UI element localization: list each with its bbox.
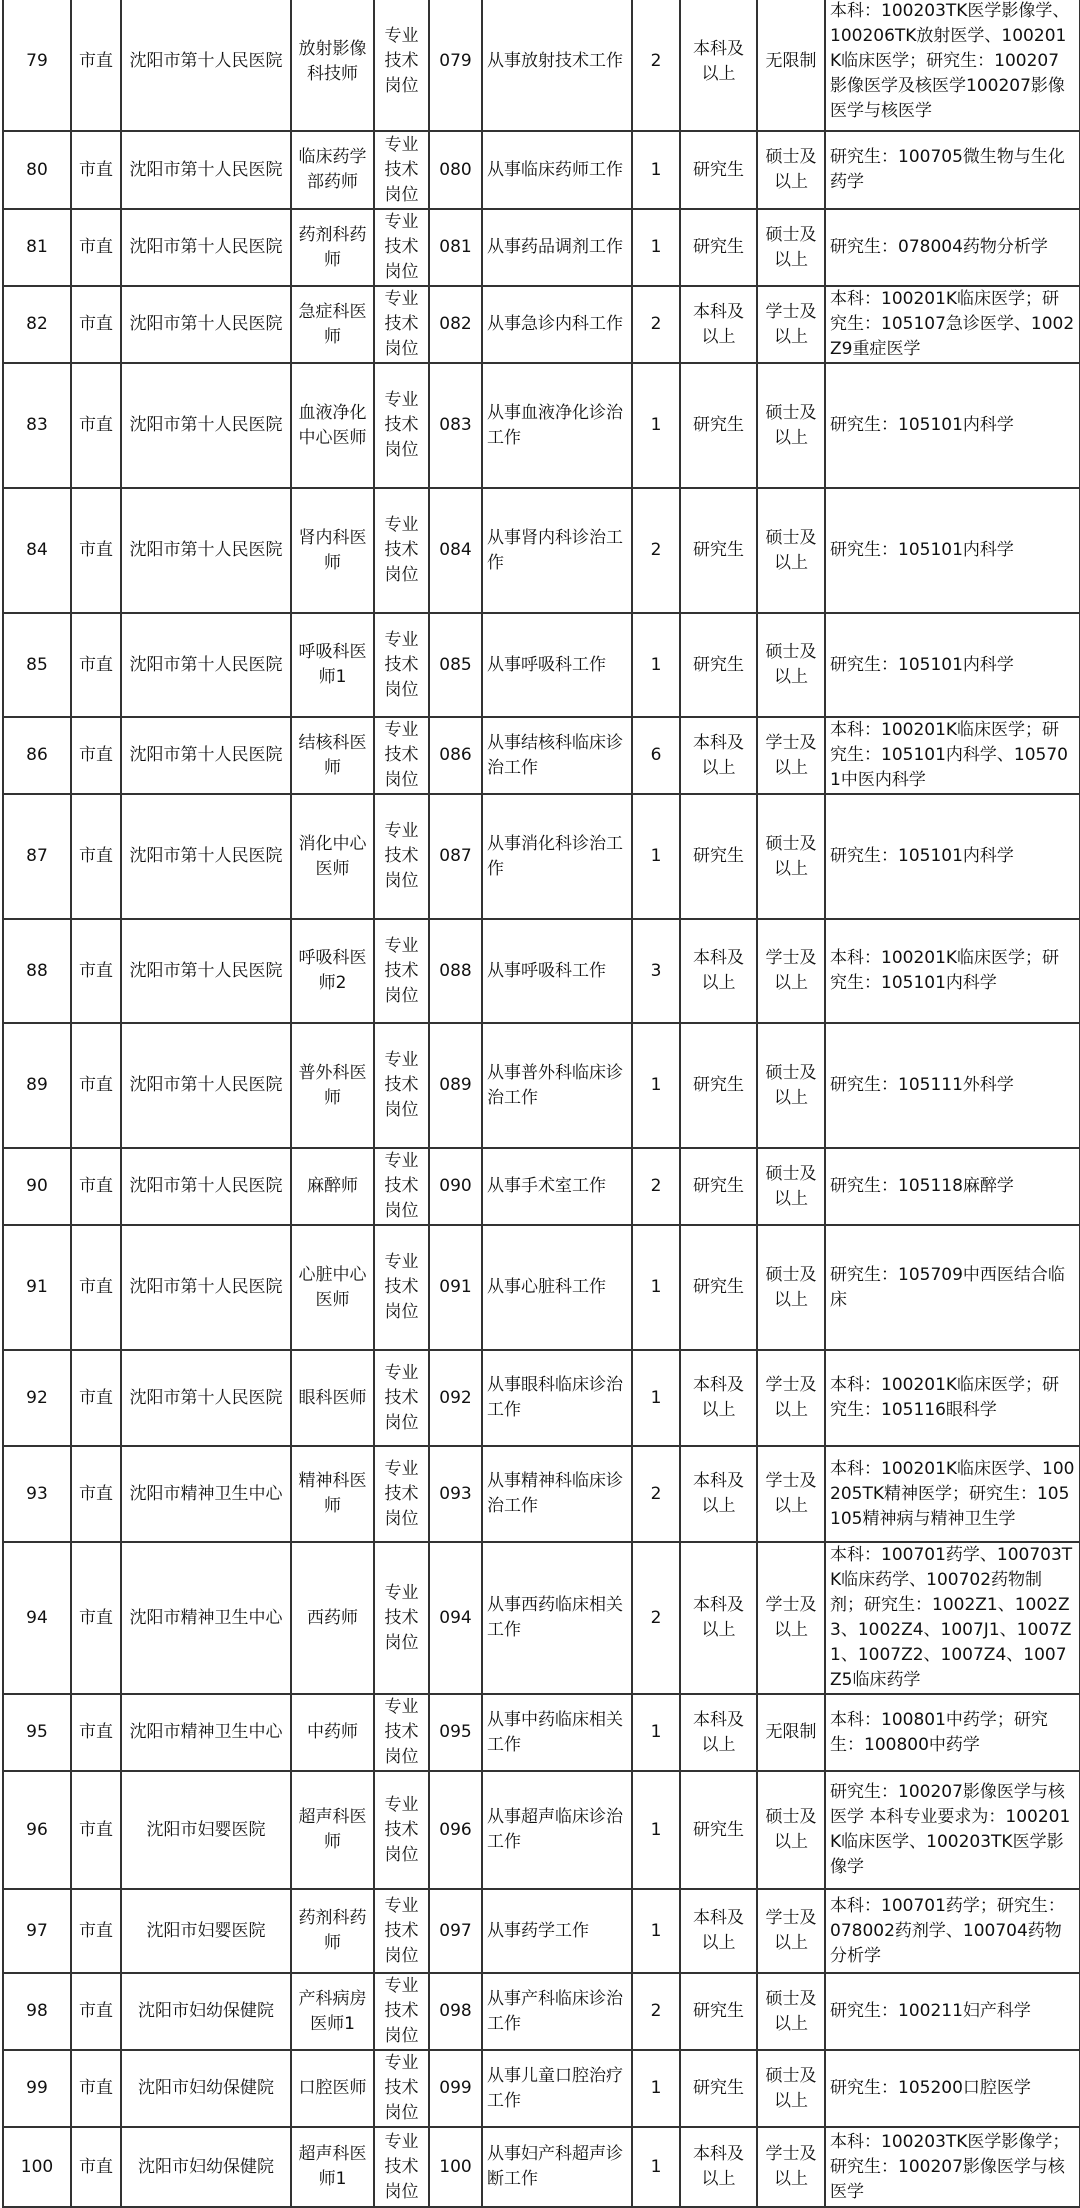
cell-post-code: 087 bbox=[429, 794, 482, 919]
cell-employer: 沈阳市第十人民医院 bbox=[121, 1023, 291, 1148]
cell-education: 研究生 bbox=[680, 794, 757, 919]
cell-seq-number: 82 bbox=[3, 286, 71, 363]
cell-education: 本科及以上 bbox=[680, 1694, 757, 1771]
cell-headcount: 1 bbox=[632, 2050, 680, 2127]
cell-post-code: 082 bbox=[429, 286, 482, 363]
cell-description: 从事血液净化诊治工作 bbox=[482, 363, 632, 488]
cell-level: 市直 bbox=[71, 286, 121, 363]
cell-headcount: 2 bbox=[632, 1542, 680, 1694]
cell-education: 研究生 bbox=[680, 1973, 757, 2050]
cell-post-name: 超声科医师1 bbox=[291, 2127, 374, 2207]
cell-degree: 硕士及以上 bbox=[757, 1148, 825, 1225]
cell-degree: 硕士及以上 bbox=[757, 1225, 825, 1350]
cell-major: 本科：100201K临床医学；研究生：105116眼科学 bbox=[825, 1350, 1080, 1446]
table-row bbox=[3, 1973, 1080, 2050]
cell-level: 市直 bbox=[71, 1023, 121, 1148]
cell-major: 本科：100203TK医学影像学；研究生：100207影像医学与核医学 bbox=[825, 2127, 1080, 2207]
cell-degree: 硕士及以上 bbox=[757, 363, 825, 488]
cell-major: 研究生：105101内科学 bbox=[825, 613, 1080, 717]
cell-education: 研究生 bbox=[680, 363, 757, 488]
cell-level: 市直 bbox=[71, 794, 121, 919]
cell-level: 市直 bbox=[71, 1148, 121, 1225]
cell-major: 研究生：105118麻醉学 bbox=[825, 1148, 1080, 1225]
cell-description: 从事精神科临床诊治工作 bbox=[482, 1446, 632, 1542]
cell-employer: 沈阳市妇幼保健院 bbox=[121, 1973, 291, 2050]
cell-employer: 沈阳市第十人民医院 bbox=[121, 488, 291, 613]
cell-description: 从事肾内科诊治工作 bbox=[482, 488, 632, 613]
cell-post-code: 080 bbox=[429, 131, 482, 209]
cell-degree: 硕士及以上 bbox=[757, 794, 825, 919]
cell-post-code: 090 bbox=[429, 1148, 482, 1225]
cell-description: 从事结核科临床诊治工作 bbox=[482, 717, 632, 794]
cell-post-name: 放射影像科技师 bbox=[291, 0, 374, 131]
cell-seq-number: 79 bbox=[3, 0, 71, 131]
table-row bbox=[3, 1771, 1080, 1889]
cell-post-name: 消化中心医师 bbox=[291, 794, 374, 919]
cell-degree: 硕士及以上 bbox=[757, 209, 825, 286]
cell-description: 从事放射技术工作 bbox=[482, 0, 632, 131]
cell-post-type: 专业技术岗位 bbox=[374, 717, 429, 794]
table-row bbox=[3, 1694, 1080, 1771]
cell-post-type: 专业技术岗位 bbox=[374, 131, 429, 209]
cell-seq-number: 98 bbox=[3, 1973, 71, 2050]
cell-education: 研究生 bbox=[680, 209, 757, 286]
cell-description: 从事药学工作 bbox=[482, 1889, 632, 1973]
cell-major: 研究生：105101内科学 bbox=[825, 363, 1080, 488]
cell-seq-number: 91 bbox=[3, 1225, 71, 1350]
cell-post-type: 专业技术岗位 bbox=[374, 1889, 429, 1973]
cell-degree: 学士及以上 bbox=[757, 2127, 825, 2207]
cell-employer: 沈阳市第十人民医院 bbox=[121, 131, 291, 209]
cell-level: 市直 bbox=[71, 1350, 121, 1446]
cell-seq-number: 95 bbox=[3, 1694, 71, 1771]
cell-degree: 硕士及以上 bbox=[757, 488, 825, 613]
cell-headcount: 2 bbox=[632, 488, 680, 613]
cell-level: 市直 bbox=[71, 2050, 121, 2127]
cell-headcount: 6 bbox=[632, 717, 680, 794]
cell-employer: 沈阳市第十人民医院 bbox=[121, 794, 291, 919]
cell-major: 本科：100801中药学；研究生：100800中药学 bbox=[825, 1694, 1080, 1771]
cell-degree: 学士及以上 bbox=[757, 1350, 825, 1446]
cell-description: 从事急诊内科工作 bbox=[482, 286, 632, 363]
cell-headcount: 1 bbox=[632, 1023, 680, 1148]
cell-description: 从事普外科临床诊治工作 bbox=[482, 1023, 632, 1148]
cell-employer: 沈阳市妇婴医院 bbox=[121, 1889, 291, 1973]
cell-post-code: 083 bbox=[429, 363, 482, 488]
cell-employer: 沈阳市第十人民医院 bbox=[121, 286, 291, 363]
cell-post-code: 085 bbox=[429, 613, 482, 717]
cell-level: 市直 bbox=[71, 2127, 121, 2207]
cell-post-type: 专业技术岗位 bbox=[374, 1973, 429, 2050]
cell-headcount: 1 bbox=[632, 131, 680, 209]
cell-post-type: 专业技术岗位 bbox=[374, 1023, 429, 1148]
table-row bbox=[3, 613, 1080, 717]
cell-level: 市直 bbox=[71, 613, 121, 717]
cell-description: 从事呼吸科工作 bbox=[482, 613, 632, 717]
cell-post-type: 专业技术岗位 bbox=[374, 1225, 429, 1350]
cell-education: 本科及以上 bbox=[680, 2127, 757, 2207]
cell-headcount: 2 bbox=[632, 1973, 680, 2050]
cell-employer: 沈阳市第十人民医院 bbox=[121, 1148, 291, 1225]
cell-education: 本科及以上 bbox=[680, 717, 757, 794]
cell-post-type: 专业技术岗位 bbox=[374, 0, 429, 131]
cell-degree: 学士及以上 bbox=[757, 1889, 825, 1973]
cell-education: 研究生 bbox=[680, 613, 757, 717]
cell-post-type: 专业技术岗位 bbox=[374, 1446, 429, 1542]
cell-description: 从事超声临床诊治工作 bbox=[482, 1771, 632, 1889]
cell-seq-number: 80 bbox=[3, 131, 71, 209]
cell-degree: 学士及以上 bbox=[757, 286, 825, 363]
cell-post-type: 专业技术岗位 bbox=[374, 1542, 429, 1694]
cell-education: 研究生 bbox=[680, 1225, 757, 1350]
cell-headcount: 1 bbox=[632, 1889, 680, 1973]
cell-degree: 学士及以上 bbox=[757, 1446, 825, 1542]
cell-employer: 沈阳市第十人民医院 bbox=[121, 613, 291, 717]
cell-degree: 硕士及以上 bbox=[757, 1973, 825, 2050]
cell-employer: 沈阳市第十人民医院 bbox=[121, 1350, 291, 1446]
cell-seq-number: 89 bbox=[3, 1023, 71, 1148]
cell-seq-number: 83 bbox=[3, 363, 71, 488]
cell-education: 本科及以上 bbox=[680, 1350, 757, 1446]
cell-post-type: 专业技术岗位 bbox=[374, 919, 429, 1023]
cell-description: 从事临床药师工作 bbox=[482, 131, 632, 209]
cell-post-name: 呼吸科医师1 bbox=[291, 613, 374, 717]
cell-headcount: 2 bbox=[632, 286, 680, 363]
cell-major: 本科：100201K临床医学；研究生：105101内科学 bbox=[825, 919, 1080, 1023]
cell-seq-number: 84 bbox=[3, 488, 71, 613]
cell-post-name: 口腔医师 bbox=[291, 2050, 374, 2127]
cell-post-type: 专业技术岗位 bbox=[374, 2127, 429, 2207]
cell-employer: 沈阳市第十人民医院 bbox=[121, 0, 291, 131]
cell-degree: 学士及以上 bbox=[757, 1542, 825, 1694]
cell-post-code: 084 bbox=[429, 488, 482, 613]
cell-level: 市直 bbox=[71, 717, 121, 794]
cell-headcount: 1 bbox=[632, 1694, 680, 1771]
cell-employer: 沈阳市妇幼保健院 bbox=[121, 2050, 291, 2127]
cell-post-type: 专业技术岗位 bbox=[374, 488, 429, 613]
cell-headcount: 1 bbox=[632, 1225, 680, 1350]
cell-post-code: 099 bbox=[429, 2050, 482, 2127]
cell-seq-number: 90 bbox=[3, 1148, 71, 1225]
cell-degree: 硕士及以上 bbox=[757, 1771, 825, 1889]
table-row bbox=[3, 2127, 1080, 2207]
cell-post-code: 088 bbox=[429, 919, 482, 1023]
cell-level: 市直 bbox=[71, 363, 121, 488]
cell-seq-number: 93 bbox=[3, 1446, 71, 1542]
cell-education: 研究生 bbox=[680, 1148, 757, 1225]
cell-major: 研究生：100705微生物与生化药学 bbox=[825, 131, 1080, 209]
cell-post-code: 081 bbox=[429, 209, 482, 286]
cell-seq-number: 86 bbox=[3, 717, 71, 794]
cell-employer: 沈阳市精神卫生中心 bbox=[121, 1694, 291, 1771]
table-row bbox=[3, 131, 1080, 209]
cell-degree: 无限制 bbox=[757, 1694, 825, 1771]
cell-education: 本科及以上 bbox=[680, 1889, 757, 1973]
cell-description: 从事手术室工作 bbox=[482, 1148, 632, 1225]
table-row bbox=[3, 1350, 1080, 1446]
cell-degree: 硕士及以上 bbox=[757, 613, 825, 717]
cell-level: 市直 bbox=[71, 131, 121, 209]
cell-degree: 硕士及以上 bbox=[757, 131, 825, 209]
cell-headcount: 1 bbox=[632, 613, 680, 717]
cell-degree: 学士及以上 bbox=[757, 919, 825, 1023]
cell-level: 市直 bbox=[71, 1694, 121, 1771]
cell-education: 本科及以上 bbox=[680, 1446, 757, 1542]
table-row bbox=[3, 1148, 1080, 1225]
cell-major: 研究生：100207影像医学与核医学 本科专业要求为：100201K临床医学、100203TK医学影像学 bbox=[825, 1771, 1080, 1889]
cell-major: 研究生：105709中西医结合临床 bbox=[825, 1225, 1080, 1350]
cell-level: 市直 bbox=[71, 919, 121, 1023]
cell-post-name: 药剂科药师 bbox=[291, 1889, 374, 1973]
cell-post-type: 专业技术岗位 bbox=[374, 794, 429, 919]
cell-headcount: 1 bbox=[632, 363, 680, 488]
cell-headcount: 1 bbox=[632, 2127, 680, 2207]
cell-post-code: 091 bbox=[429, 1225, 482, 1350]
table-row bbox=[3, 1225, 1080, 1350]
cell-post-name: 中药师 bbox=[291, 1694, 374, 1771]
cell-post-type: 专业技术岗位 bbox=[374, 209, 429, 286]
cell-degree: 硕士及以上 bbox=[757, 2050, 825, 2127]
cell-seq-number: 87 bbox=[3, 794, 71, 919]
cell-seq-number: 88 bbox=[3, 919, 71, 1023]
cell-post-code: 094 bbox=[429, 1542, 482, 1694]
cell-description: 从事消化科诊治工作 bbox=[482, 794, 632, 919]
cell-major: 本科：100201K临床医学、100205TK精神医学；研究生：105105精神病与精神卫生学 bbox=[825, 1446, 1080, 1542]
cell-employer: 沈阳市妇幼保健院 bbox=[121, 2127, 291, 2207]
cell-employer: 沈阳市第十人民医院 bbox=[121, 919, 291, 1023]
table-row bbox=[3, 0, 1080, 131]
cell-seq-number: 97 bbox=[3, 1889, 71, 1973]
table-row bbox=[3, 919, 1080, 1023]
table-row bbox=[3, 363, 1080, 488]
cell-description: 从事呼吸科工作 bbox=[482, 919, 632, 1023]
table-row bbox=[3, 1542, 1080, 1694]
cell-seq-number: 100 bbox=[3, 2127, 71, 2207]
cell-employer: 沈阳市精神卫生中心 bbox=[121, 1542, 291, 1694]
cell-education: 本科及以上 bbox=[680, 1542, 757, 1694]
cell-post-name: 结核科医师 bbox=[291, 717, 374, 794]
cell-post-name: 麻醉师 bbox=[291, 1148, 374, 1225]
cell-post-name: 急症科医师 bbox=[291, 286, 374, 363]
table-row bbox=[3, 1889, 1080, 1973]
cell-major: 研究生：105101内科学 bbox=[825, 488, 1080, 613]
cell-level: 市直 bbox=[71, 1973, 121, 2050]
cell-post-name: 产科病房医师1 bbox=[291, 1973, 374, 2050]
cell-post-code: 086 bbox=[429, 717, 482, 794]
cell-education: 本科及以上 bbox=[680, 919, 757, 1023]
cell-post-name: 临床药学部药师 bbox=[291, 131, 374, 209]
cell-post-name: 呼吸科医师2 bbox=[291, 919, 374, 1023]
table-row bbox=[3, 794, 1080, 919]
cell-description: 从事西药临床相关工作 bbox=[482, 1542, 632, 1694]
cell-degree: 学士及以上 bbox=[757, 717, 825, 794]
cell-post-code: 092 bbox=[429, 1350, 482, 1446]
recruitment-table bbox=[2, 0, 1080, 2208]
cell-employer: 沈阳市第十人民医院 bbox=[121, 1225, 291, 1350]
table-row bbox=[3, 1446, 1080, 1542]
cell-post-code: 096 bbox=[429, 1771, 482, 1889]
cell-seq-number: 96 bbox=[3, 1771, 71, 1889]
cell-post-name: 西药师 bbox=[291, 1542, 374, 1694]
cell-major: 本科：100701药学、100703TK临床药学、100702药物制剂；研究生：1002Z1、1002Z3、1002Z4、1007J1、1007Z1、1007Z2、1007Z4、1007Z5临床药学 bbox=[825, 1542, 1080, 1694]
cell-education: 本科及以上 bbox=[680, 286, 757, 363]
cell-post-name: 精神科医师 bbox=[291, 1446, 374, 1542]
cell-education: 研究生 bbox=[680, 1023, 757, 1148]
cell-post-type: 专业技术岗位 bbox=[374, 1694, 429, 1771]
cell-education: 研究生 bbox=[680, 131, 757, 209]
cell-post-type: 专业技术岗位 bbox=[374, 2050, 429, 2127]
cell-major: 研究生：105200口腔医学 bbox=[825, 2050, 1080, 2127]
cell-description: 从事产科临床诊治工作 bbox=[482, 1973, 632, 2050]
table-row bbox=[3, 209, 1080, 286]
cell-seq-number: 99 bbox=[3, 2050, 71, 2127]
cell-description: 从事药品调剂工作 bbox=[482, 209, 632, 286]
cell-description: 从事心脏科工作 bbox=[482, 1225, 632, 1350]
cell-education: 研究生 bbox=[680, 2050, 757, 2127]
cell-description: 从事妇产科超声诊断工作 bbox=[482, 2127, 632, 2207]
cell-employer: 沈阳市第十人民医院 bbox=[121, 209, 291, 286]
cell-post-code: 079 bbox=[429, 0, 482, 131]
cell-description: 从事中药临床相关工作 bbox=[482, 1694, 632, 1771]
cell-post-name: 超声科医师 bbox=[291, 1771, 374, 1889]
cell-level: 市直 bbox=[71, 1542, 121, 1694]
cell-headcount: 2 bbox=[632, 1446, 680, 1542]
cell-headcount: 1 bbox=[632, 794, 680, 919]
cell-education: 研究生 bbox=[680, 488, 757, 613]
cell-post-code: 093 bbox=[429, 1446, 482, 1542]
cell-major: 研究生：105111外科学 bbox=[825, 1023, 1080, 1148]
cell-degree: 无限制 bbox=[757, 0, 825, 131]
cell-employer: 沈阳市第十人民医院 bbox=[121, 363, 291, 488]
table-row bbox=[3, 488, 1080, 613]
cell-post-code: 095 bbox=[429, 1694, 482, 1771]
cell-headcount: 1 bbox=[632, 209, 680, 286]
cell-employer: 沈阳市第十人民医院 bbox=[121, 717, 291, 794]
cell-headcount: 2 bbox=[632, 0, 680, 131]
cell-degree: 硕士及以上 bbox=[757, 1023, 825, 1148]
cell-seq-number: 85 bbox=[3, 613, 71, 717]
table-row bbox=[3, 717, 1080, 794]
cell-post-code: 089 bbox=[429, 1023, 482, 1148]
cell-post-code: 098 bbox=[429, 1973, 482, 2050]
cell-major: 研究生：105101内科学 bbox=[825, 794, 1080, 919]
cell-post-type: 专业技术岗位 bbox=[374, 1350, 429, 1446]
cell-level: 市直 bbox=[71, 1446, 121, 1542]
cell-seq-number: 92 bbox=[3, 1350, 71, 1446]
cell-education: 本科及以上 bbox=[680, 0, 757, 131]
cell-post-name: 心脏中心医师 bbox=[291, 1225, 374, 1350]
cell-post-code: 097 bbox=[429, 1889, 482, 1973]
cell-post-code: 100 bbox=[429, 2127, 482, 2207]
cell-level: 市直 bbox=[71, 1225, 121, 1350]
cell-post-type: 专业技术岗位 bbox=[374, 1771, 429, 1889]
cell-post-name: 普外科医师 bbox=[291, 1023, 374, 1148]
cell-headcount: 3 bbox=[632, 919, 680, 1023]
table-row bbox=[3, 2050, 1080, 2127]
cell-major: 研究生：100211妇产科学 bbox=[825, 1973, 1080, 2050]
cell-post-type: 专业技术岗位 bbox=[374, 363, 429, 488]
cell-description: 从事儿童口腔治疗工作 bbox=[482, 2050, 632, 2127]
table-row bbox=[3, 1023, 1080, 1148]
cell-level: 市直 bbox=[71, 0, 121, 131]
cell-education: 研究生 bbox=[680, 1771, 757, 1889]
cell-employer: 沈阳市精神卫生中心 bbox=[121, 1446, 291, 1542]
cell-level: 市直 bbox=[71, 488, 121, 613]
cell-level: 市直 bbox=[71, 1889, 121, 1973]
cell-post-type: 专业技术岗位 bbox=[374, 286, 429, 363]
cell-major: 研究生：078004药物分析学 bbox=[825, 209, 1080, 286]
cell-level: 市直 bbox=[71, 1771, 121, 1889]
cell-seq-number: 81 bbox=[3, 209, 71, 286]
cell-post-type: 专业技术岗位 bbox=[374, 613, 429, 717]
cell-post-name: 眼科医师 bbox=[291, 1350, 374, 1446]
cell-major: 本科：100701药学；研究生：078002药剂学、100704药物分析学 bbox=[825, 1889, 1080, 1973]
cell-headcount: 1 bbox=[632, 1771, 680, 1889]
cell-major: 本科：100201K临床医学；研究生：105107急诊医学、1002Z9重症医学 bbox=[825, 286, 1080, 363]
cell-headcount: 2 bbox=[632, 1148, 680, 1225]
cell-major: 本科：100201K临床医学；研究生：105101内科学、105701中医内科学 bbox=[825, 717, 1080, 794]
cell-post-name: 药剂科药师 bbox=[291, 209, 374, 286]
cell-seq-number: 94 bbox=[3, 1542, 71, 1694]
table-row bbox=[3, 286, 1080, 363]
cell-post-name: 肾内科医师 bbox=[291, 488, 374, 613]
table-body bbox=[3, 0, 1080, 2207]
cell-employer: 沈阳市妇婴医院 bbox=[121, 1771, 291, 1889]
cell-headcount: 1 bbox=[632, 1350, 680, 1446]
cell-post-type: 专业技术岗位 bbox=[374, 1148, 429, 1225]
cell-major: 本科：100203TK医学影像学、100206TK放射医学、100201K临床医学；研究生：100207影像医学及核医学100207影像医学与核医学 bbox=[825, 0, 1080, 131]
cell-level: 市直 bbox=[71, 209, 121, 286]
cell-post-name: 血液净化中心医师 bbox=[291, 363, 374, 488]
cell-description: 从事眼科临床诊治工作 bbox=[482, 1350, 632, 1446]
